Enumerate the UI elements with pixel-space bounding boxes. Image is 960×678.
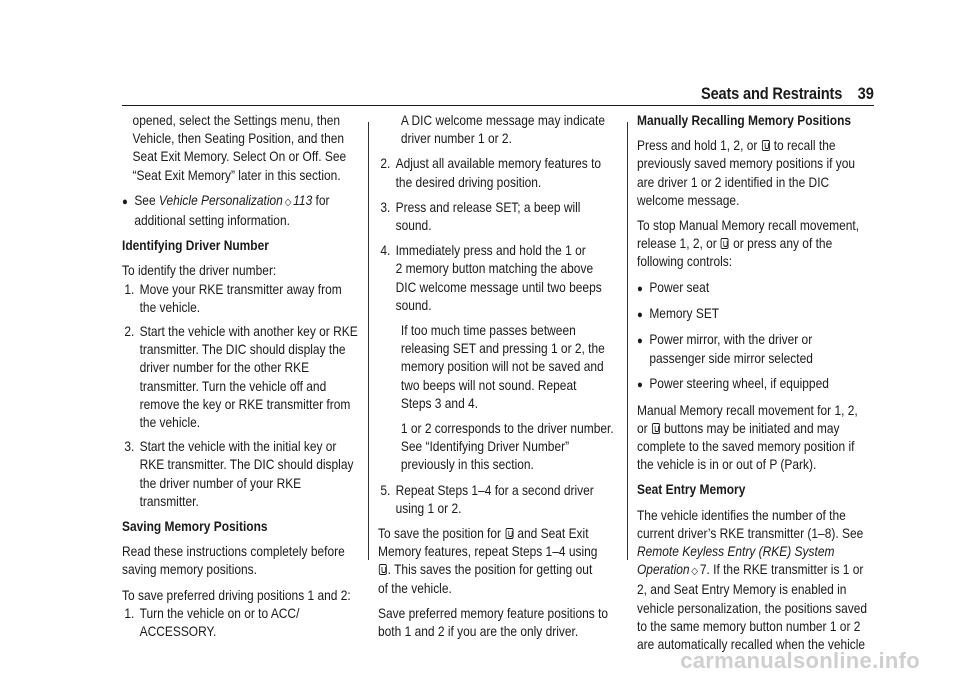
text-line: Press and release SET; a beep will sound.	[395, 199, 581, 234]
paragraph: To save preferred driving positions 1 and 2:	[122, 587, 351, 603]
step-note	[378, 112, 617, 148]
text-line: to recall the	[773, 138, 836, 154]
step-note	[378, 322, 617, 413]
memory-button-icon	[721, 238, 729, 249]
text-line: releasing SET and pressing 1 or 2, the	[400, 341, 605, 357]
text-line: Manual Memory recall movement for 1, 2,	[637, 402, 858, 418]
text-line: for	[315, 192, 330, 208]
text-line: A DIC welcome message may indicate	[400, 113, 605, 128]
text-line: the desired driving position.	[395, 174, 542, 190]
text-line: 2, and Seat Entry Memory is enabled in	[637, 582, 847, 598]
header-rule	[122, 105, 874, 106]
page-reference-arrow-icon: ◇	[284, 196, 292, 208]
text-line: the vehicle.	[139, 299, 201, 315]
step-number: 3.	[124, 439, 135, 455]
step-number: 2.	[380, 156, 391, 172]
memory-button-icon	[505, 528, 513, 539]
subheading-seat-entry: Seat Entry Memory	[637, 482, 746, 498]
text-line: Seat Exit Memory. Select On or Off. See	[132, 149, 347, 165]
text-line: additional setting information.	[134, 213, 290, 229]
watermark: carmanualsonline.info	[680, 648, 920, 673]
text-line: . If the RKE transmitter is 1 or	[706, 562, 864, 578]
section-title: Seats and Restraints	[700, 84, 842, 103]
text-line: opened, select the Settings menu, then	[132, 113, 341, 128]
text-line: following controls:	[637, 254, 733, 270]
subheading-identifying-driver: Identifying Driver Number	[122, 238, 269, 254]
text-line: remove the key or RKE transmitter from	[139, 396, 351, 412]
bullet-icon: ●	[637, 379, 643, 392]
text-line: . This saves the position for getting out	[387, 562, 593, 578]
text-line: Start the vehicle with another key or RKE	[139, 324, 358, 340]
text-line: are automatically recalled when the vehicle	[637, 637, 866, 653]
column-3	[637, 112, 877, 661]
page-reference[interactable]: 7	[699, 562, 707, 578]
text-line: welcome message.	[637, 192, 740, 208]
list-item	[378, 242, 617, 315]
text-line: Memory SET	[649, 305, 720, 321]
paragraph	[637, 217, 876, 272]
step-note	[378, 420, 617, 475]
text-line: and Seat Exit	[517, 526, 589, 542]
text-line: Power mirror, with the driver or	[649, 332, 813, 348]
text-line: passenger side mirror selected	[649, 351, 813, 367]
text-line: To save the position for	[378, 526, 502, 542]
column-2	[378, 112, 618, 648]
step-number: 4.	[380, 243, 391, 259]
continued-paragraph	[122, 112, 361, 185]
bullet-icon: ●	[637, 335, 643, 348]
text-line: The vehicle identifies the number of the	[637, 507, 846, 523]
text-line: DIC welcome message until two beeps	[395, 279, 602, 295]
text-line: Immediately press and hold the 1 or	[395, 243, 586, 259]
text-line: Vehicle, then Seating Position, and then	[132, 131, 345, 147]
text-line: saving memory positions.	[122, 562, 257, 578]
paragraph	[122, 543, 361, 579]
list-item	[637, 279, 876, 298]
paragraph	[637, 137, 876, 210]
text-line: previously saved memory positions if you	[637, 156, 856, 172]
text-line: Memory features, repeat Steps 1–4 using	[378, 544, 598, 560]
cross-reference-link[interactable]: Remote Keyless Entry (RKE) System	[637, 544, 835, 560]
subheading-saving-memory: Saving Memory Positions	[122, 519, 268, 535]
list-item	[122, 323, 361, 432]
list-item	[378, 482, 617, 518]
paragraph	[637, 507, 876, 655]
text-line: transmitter. Turn the vehicle off and	[139, 378, 327, 394]
page-number: 39	[857, 84, 874, 103]
list-item	[122, 438, 361, 511]
text-line: driver number 1 or 2.	[400, 131, 512, 147]
text-line: or press any of the	[733, 236, 833, 252]
bullet-icon: ●	[122, 195, 128, 208]
paragraph	[378, 525, 617, 598]
paragraph	[637, 402, 876, 475]
text-line: buttons may be initiated and may	[663, 420, 840, 436]
text-line: vehicle personalization, the positions saved	[637, 600, 868, 616]
text-line: current driver’s RKE transmitter (1–8). See	[637, 525, 864, 541]
list-item	[637, 305, 876, 324]
text-line: transmitter.	[139, 493, 199, 509]
cross-reference-link[interactable]: Vehicle Personalization	[158, 192, 283, 208]
text-line: Move your RKE transmitter away from	[139, 281, 342, 297]
text-line: both 1 and 2 if you are the only driver.	[378, 624, 579, 640]
page-header	[0, 78, 960, 108]
intro-paragraph: To identify the driver number:	[122, 263, 277, 279]
cross-reference-link[interactable]: Operation	[637, 562, 690, 578]
text-line: Steps 3 and 4.	[400, 395, 479, 411]
column-divider-1	[368, 122, 369, 560]
text-line: “Seat Exit Memory” later in this section.	[132, 167, 341, 183]
step-number: 5.	[380, 482, 391, 498]
text-line: Press and hold 1, 2, or	[637, 138, 758, 154]
text-line: Start the vehicle with the initial key or	[139, 439, 337, 455]
list-item	[637, 331, 876, 368]
list-item	[122, 605, 361, 641]
step-number: 2.	[124, 324, 135, 340]
text-line: transmitter. The DIC should display the	[139, 342, 346, 358]
text-line: Repeat Steps 1–4 for a second driver	[395, 482, 594, 498]
step-number: 3.	[380, 199, 391, 215]
text-line: the vehicle.	[139, 415, 201, 431]
text-line: using 1 or 2.	[395, 500, 462, 516]
text-line: RKE transmitter. The DIC should display	[139, 457, 354, 473]
text-line: memory position will not be saved and	[400, 359, 604, 375]
text-line: Power seat	[649, 279, 710, 295]
text-line: See “Identifying Driver Number”	[400, 439, 570, 455]
memory-button-icon	[379, 564, 387, 575]
column-1	[122, 112, 362, 641]
step-number: 1.	[124, 605, 135, 621]
memory-button-icon	[652, 423, 660, 434]
paragraph	[378, 605, 617, 641]
text-line: sound.	[395, 297, 432, 313]
text-line: the vehicle is in or out of P (Park).	[637, 457, 817, 473]
text-line: To stop Manual Memory recall movement,	[637, 218, 860, 234]
text-line: Power steering wheel, if equipped	[649, 376, 829, 392]
page-reference-arrow-icon: ◇	[691, 566, 699, 578]
list-item	[122, 281, 361, 317]
text-line: release 1, 2, or	[637, 236, 717, 252]
text-line: of the vehicle.	[378, 580, 452, 596]
bullet-icon: ●	[637, 308, 643, 321]
text-line: or	[637, 420, 648, 436]
text-line: Save preferred memory feature positions to	[378, 605, 609, 621]
text-line: See	[134, 192, 156, 208]
text-line: are driver 1 or 2 identified in the DIC	[637, 174, 830, 190]
text-line: Read these instructions completely before	[122, 544, 345, 560]
text-line: previously in this section.	[400, 457, 534, 473]
text-line: to the same memory button number 1 or 2	[637, 618, 861, 634]
list-item	[378, 199, 617, 235]
text-line: two beeps will not sound. Repeat	[400, 377, 577, 393]
list-item	[122, 192, 361, 230]
list-item	[378, 155, 617, 191]
step-number: 1.	[124, 281, 135, 297]
page-reference[interactable]: 113	[293, 192, 313, 208]
memory-button-icon	[762, 140, 770, 151]
list-item	[637, 375, 876, 394]
text-line: 2 memory button matching the above	[395, 261, 594, 277]
text-line: complete to the saved memory position if	[637, 439, 855, 455]
bullet-icon: ●	[637, 282, 643, 295]
text-line: If too much time passes between	[400, 323, 576, 339]
text-line: driver number for the other RKE	[139, 360, 310, 376]
text-line: Adjust all available memory features to	[395, 156, 602, 172]
subheading-manual-recall: Manually Recalling Memory Positions	[637, 113, 852, 128]
text-line: ACCESSORY.	[139, 624, 217, 640]
column-divider-2	[627, 122, 628, 560]
text-line: Turn the vehicle on or to ACC/	[139, 605, 300, 621]
text-line: the driver number of your RKE	[139, 475, 302, 491]
text-line: 1 or 2 corresponds to the driver number.	[400, 421, 614, 437]
